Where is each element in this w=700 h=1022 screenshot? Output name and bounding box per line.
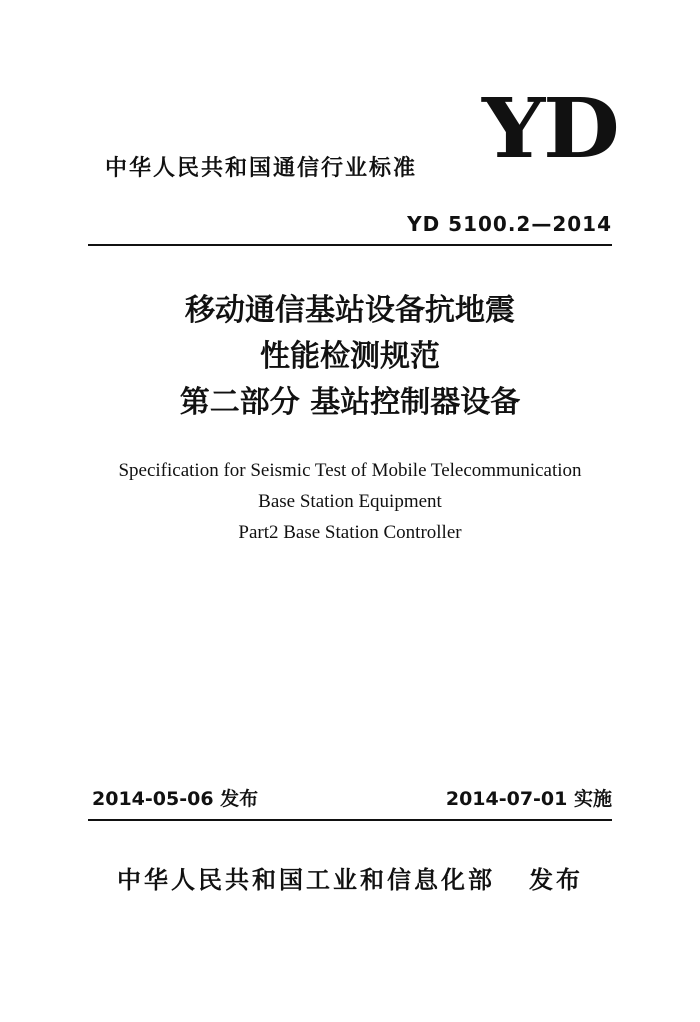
- chinese-title-line-3: 第二部分 基站控制器设备: [179, 385, 521, 420]
- publisher: 中华人民共和国工业和信息化部 发布: [116, 866, 584, 894]
- chinese-title: [0, 288, 700, 426]
- english-title-line-1: Specification for Seismic Test of Mobile Telecommunication: [118, 460, 582, 481]
- standard-number: YD 5100.2—2014: [407, 212, 612, 236]
- chinese-title-line-1: 移动通信基站设备抗地震: [185, 293, 515, 328]
- english-title-line-2: Base Station Equipment: [258, 491, 442, 512]
- implementation-date: 2014-07-01 实施: [445, 788, 612, 810]
- chinese-title-line-2: 性能检测规范: [260, 339, 440, 374]
- english-title-line-3: Part2 Base Station Controller: [238, 522, 462, 543]
- english-title: [0, 455, 700, 548]
- issue-date: 2014-05-06 发布: [92, 788, 259, 810]
- standard-class: 中华人民共和国通信行业标准: [105, 156, 418, 181]
- yd-logo: YD: [482, 81, 618, 177]
- date-divider: [88, 819, 612, 821]
- header-divider: [88, 244, 612, 246]
